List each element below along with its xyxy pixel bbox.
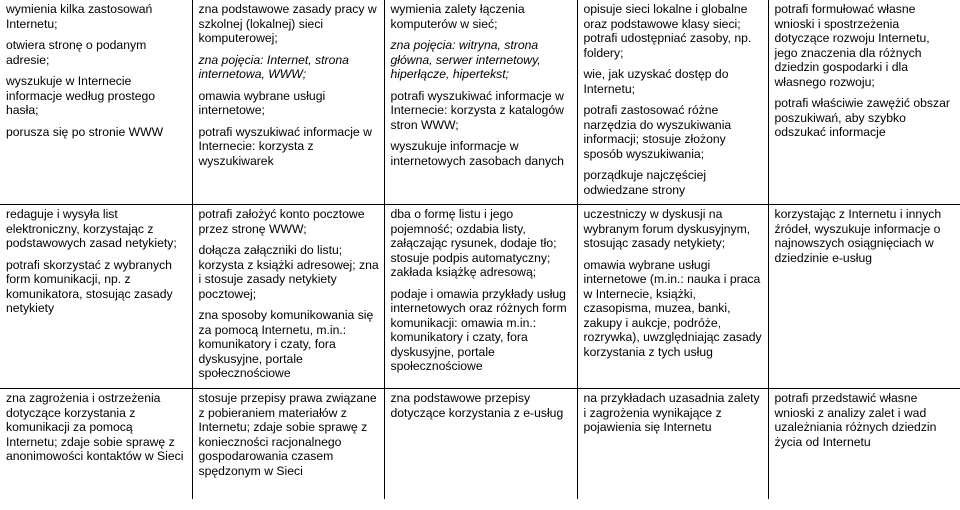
requirement-item: wymienia kilka zastosowań Internetu; [6, 2, 153, 31]
table-row [0, 389, 960, 500]
table-cell [192, 389, 384, 500]
requirement-item: otwiera stronę o podanym adresie; [6, 38, 147, 67]
table-cell [0, 389, 192, 500]
requirement-item: podaje i omawia przykłady usług internetowych oraz różnych form komunikacji: omawia m.in.: komunikatory i czaty, fora dyskusyjne, portale społecznościowe [390, 286, 567, 373]
requirement-item: zna pojęcia: Internet, strona internetowa, WWW; [198, 52, 349, 81]
table-cell [384, 205, 577, 389]
requirement-item: korzystając z Internetu i innych źródeł, wyszukuje informacje o najnowszych osiągnięciach w dziedzinie e-usług [774, 207, 942, 265]
requirement-item: dołącza załączniki do listu; korzysta z książki adresowej; zna i stosuje zasady netykiety pocztowej; [198, 243, 379, 301]
requirement-item: opisuje sieci lokalne i globalne oraz podstawowe klasy sieci; potrafi udostępniać zasoby, np. foldery; [583, 2, 752, 60]
table-cell [577, 205, 768, 389]
requirement-item: omawia wybrane usługi internetowe; [198, 88, 326, 117]
table-cell [0, 205, 192, 389]
table-cell [577, 0, 768, 205]
table-cell [192, 0, 384, 205]
requirement-item: uczestniczy w dyskusji na wybranym forum dyskusyjnym, stosując zasady netykiety; [583, 207, 751, 250]
requirement-item: redaguje i wysyła list elektroniczny, korzystając z podstawowych zasad netykiety; [6, 207, 177, 250]
requirement-item: porusza się po stronie WWW [6, 124, 164, 139]
requirement-item: potrafi właściwie zawężić obszar poszukiwań, aby szybko odszukać informacje [774, 96, 950, 139]
requirement-item: na przykładach uzasadnia zalety i zagrożenia wynikające z pojawienia się Internetu [583, 391, 760, 434]
table-cell [768, 0, 960, 205]
requirement-item: omawia wybrane usługi internetowe (m.in.: nauka i praca w Internecie, książki, czasopisma, muzea, banki, zakupy i aukcje, podróże, rozrywka), uwzględniając zasady korzystania z tych usług [583, 257, 762, 359]
requirement-item: wyszukuje w Internecie informacje według prostego hasła; [6, 74, 156, 117]
requirement-item: potrafi założyć konto pocztowe przez stronę WWW; [198, 207, 365, 236]
table-cell [0, 0, 192, 205]
requirement-item: dba o formę listu i jego pojemność; ozdabia listy, załączając rysunek, dodaje tło; stosuje podpis automatyczny; zakłada książkę adresową; [390, 207, 557, 279]
table-cell [577, 389, 768, 500]
requirement-item: zna sposoby komunikowania się za pomocą Internetu, m.in.: komunikatory i czaty, fora dyskusyjne, portale społecznościowe [198, 308, 374, 380]
requirement-item: potrafi skorzystać z wybranych form komunikacji, np. z komunikatora, stosując zasady netykiety [6, 257, 173, 315]
requirement-item: wymienia zalety łączenia komputerów w sieć; [390, 2, 525, 31]
requirement-item: zna podstawowe zasady pracy w szkolnej (lokalnej) sieci komputerowej; [198, 2, 377, 45]
requirement-item: potrafi wyszukiwać informacje w Internecie: korzysta z wyszukiwarek [198, 124, 372, 168]
table-cell [768, 389, 960, 500]
requirement-item: potrafi przedstawić własne wnioski z analizy zalet i wad uzależniania różnych dziedzin życia od Internetu [774, 391, 937, 449]
requirement-item: zna podstawowe przepisy dotyczące korzystania z e-usług [390, 391, 564, 420]
table-cell [384, 389, 577, 500]
requirement-item: zna pojęcia: witryna, strona główna, serwer internetowy, hiperłącze, hipertekst; [390, 38, 541, 81]
requirement-item: zna zagrożenia i ostrzeżenia dotyczące korzystania z komunikacji za pomocą Internetu; zdaje sobie sprawę z anonimowości kontaktów w Sieci [6, 391, 184, 463]
requirement-item: potrafi formułować własne wnioski i spostrzeżenia dotyczące rozwoju Internetu, jego znaczenia dla różnych dziedzin gospodarki i dla własnego rozwoju; [774, 2, 930, 89]
requirement-item: wyszukuje informacje w internetowych zasobach danych [390, 139, 564, 168]
table-cell [768, 205, 960, 389]
table-row [0, 0, 960, 205]
table-cell [192, 205, 384, 389]
requirement-item: porządkuje najczęściej odwiedzane strony [583, 168, 707, 197]
requirement-item: potrafi zastosować różne narzędzia do wyszukiwania informacji; stosuje złożony sposób wyszukiwania; [583, 103, 732, 161]
table-cell [384, 0, 577, 205]
requirement-item: wie, jak uzyskać dostęp do Internetu; [583, 67, 729, 96]
table-row [0, 205, 960, 389]
requirement-item: stosuje przepisy prawa związane z pobieraniem materiałów z Internetu; zdaje sobie sprawę z konieczności racjonalnego gospodarowania czasem spędzonym w Sieci [198, 391, 377, 478]
requirement-item: potrafi wyszukiwać informacje w Internecie: korzysta z katalogów stron WWW; [390, 88, 564, 132]
